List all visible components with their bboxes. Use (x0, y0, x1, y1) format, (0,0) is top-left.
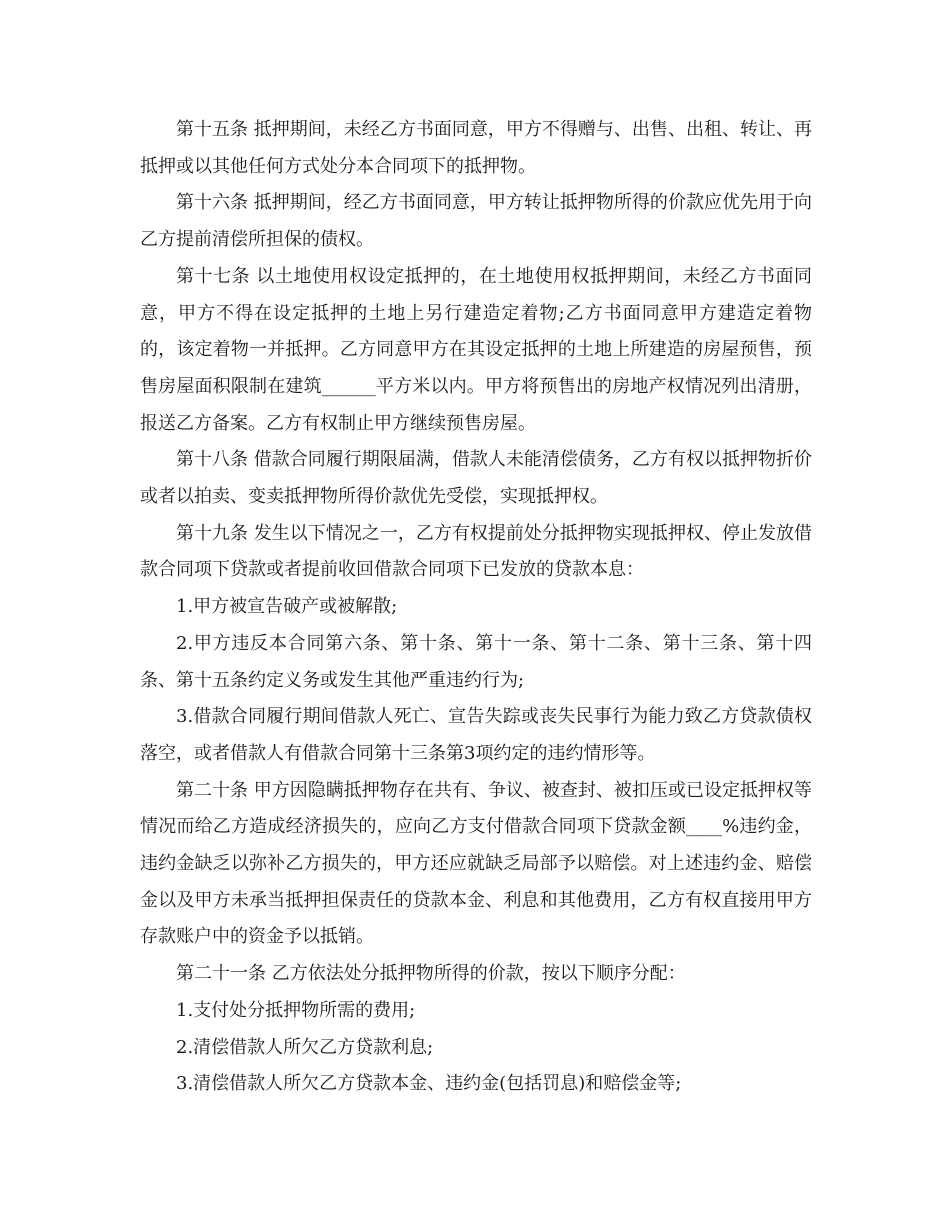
clause-21-item-1: 1.支付处分抵押物所需的费用; (176, 999, 416, 1021)
clause-15-paragraph: 第十五条 抵押期间，未经乙方书面同意，甲方不得赠与、出售、出租、转让、再抵押或以其他任何方式处分本合同项下的抵押物。 (140, 119, 812, 177)
clause-21-item-3: 3.清偿借款人所欠乙方贷款本金、违约金(包括罚息)和赔偿金等; (176, 1073, 682, 1095)
clause-18-paragraph: 第十八条 借款合同履行期限届满，借款人未能清偿债务，乙方有权以抵押物折价或者以拍卖、变卖抵押物所得价款优先受偿，实现抵押权。 (140, 449, 812, 508)
clause-17-paragraph: 第十七条 以土地使用权设定抵押的，在土地使用权抵押期间，未经乙方书面同意，甲方不得在设定抵押的土地上另行建造定着物;乙方书面同意甲方建造定着物的，该定着物一并抵押。乙方同意甲方在其设定抵押的土地上所建造的房屋预售，预售房屋面积限制在建筑______平方米以内。甲方将预售出的房地产权情况列出清册，报送乙方备案。乙方有权制止甲方继续预售房屋。 (140, 265, 812, 434)
clause-21-paragraph: 第二十一条 乙方依法处分抵押物所得的价款，按以下顺序分配： (176, 963, 686, 985)
clause-19-item-2: 2.甲方违反本合同第六条、第十条、第十一条、第十二条、第十三条、第十四条、第十五条约定义务或发生其他严重违约行为; (140, 632, 812, 691)
clause-19-paragraph: 第十九条 发生以下情况之一，乙方有权提前处分抵押物实现抵押权、停止发放借款合同项下贷款或者提前收回借款合同项下已发放的贷款本息： (140, 522, 812, 581)
clause-19-item-3: 3.借款合同履行期间借款人死亡、宣告失踪或丧失民事行为能力致乙方贷款债权落空，或者借款人有借款合同第十三条第3项约定的违约情形等。 (140, 706, 812, 764)
clause-19-item-1: 1.甲方被宣告破产或被解散; (176, 596, 398, 618)
clause-16-paragraph: 第十六条 抵押期间，经乙方书面同意，甲方转让抵押物所得的价款应优先用于向乙方提前清偿所担保的债权。 (140, 192, 812, 251)
document-body (140, 112, 812, 1103)
clause-21-item-2: 2.清偿借款人所欠乙方贷款利息; (176, 1036, 434, 1058)
clause-20-paragraph: 第二十条 甲方因隐瞒抵押物存在共有、争议、被查封、被扣压或已设定抵押权等情况而给乙方造成经济损失的，应向乙方支付借款合同项下贷款金额____%违约金，违约金缺乏以弥补乙方损失的，甲方还应就缺乏局部予以赔偿。对上述违约金、赔偿金以及甲方未承当抵押担保责任的贷款本金、利息和其他费用，乙方有权直接用甲方存款账户中的资金予以抵销。 (140, 779, 812, 948)
